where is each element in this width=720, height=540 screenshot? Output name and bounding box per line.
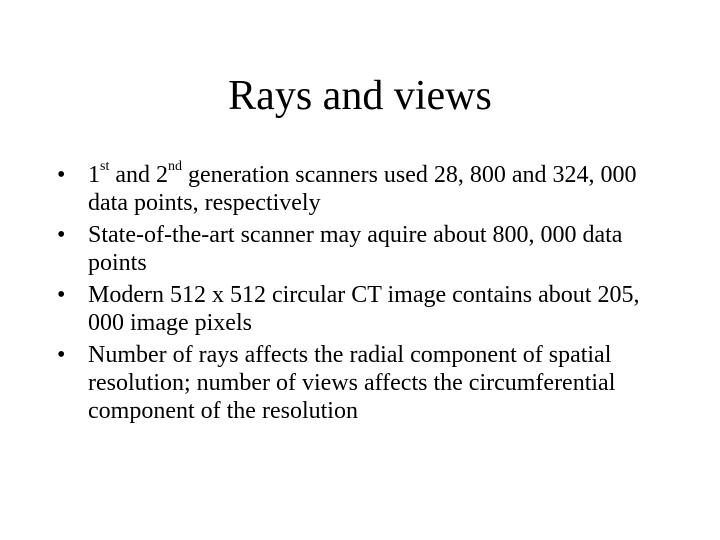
bullet-item-rays-and-views	[55, 341, 675, 425]
bullet-text-part: generation scanners used 28, 800 and 324, 000 data points, respectively	[88, 162, 637, 216]
bullet-text: Modern 512 x 512 circular CT image contains about 205, 000 image pixels	[88, 282, 640, 336]
slide-title: Rays and views	[228, 73, 492, 119]
bullet-icon: •	[57, 342, 66, 368]
ordinal-suffix: st	[100, 159, 110, 174]
bullet-item-modern-ct-image	[55, 281, 675, 337]
bullet-text: State-of-the-art scanner may aquire about 800, 000 data points	[88, 222, 623, 276]
bullet-icon: •	[57, 222, 66, 248]
bullet-icon: •	[57, 282, 66, 308]
bullet-text-part: 1	[88, 162, 100, 188]
bullet-text: Number of rays affects the radial component of spatial resolution; number of views affects the circumferential component of the resolution	[88, 342, 616, 424]
bullet-item-generation-scanners	[55, 161, 675, 217]
ordinal-suffix: nd	[168, 159, 182, 174]
bullet-text-part: and 2	[109, 162, 168, 188]
bullet-item-state-of-the-art	[55, 221, 675, 277]
bullet-list	[55, 161, 675, 429]
bullet-icon: •	[57, 162, 66, 188]
